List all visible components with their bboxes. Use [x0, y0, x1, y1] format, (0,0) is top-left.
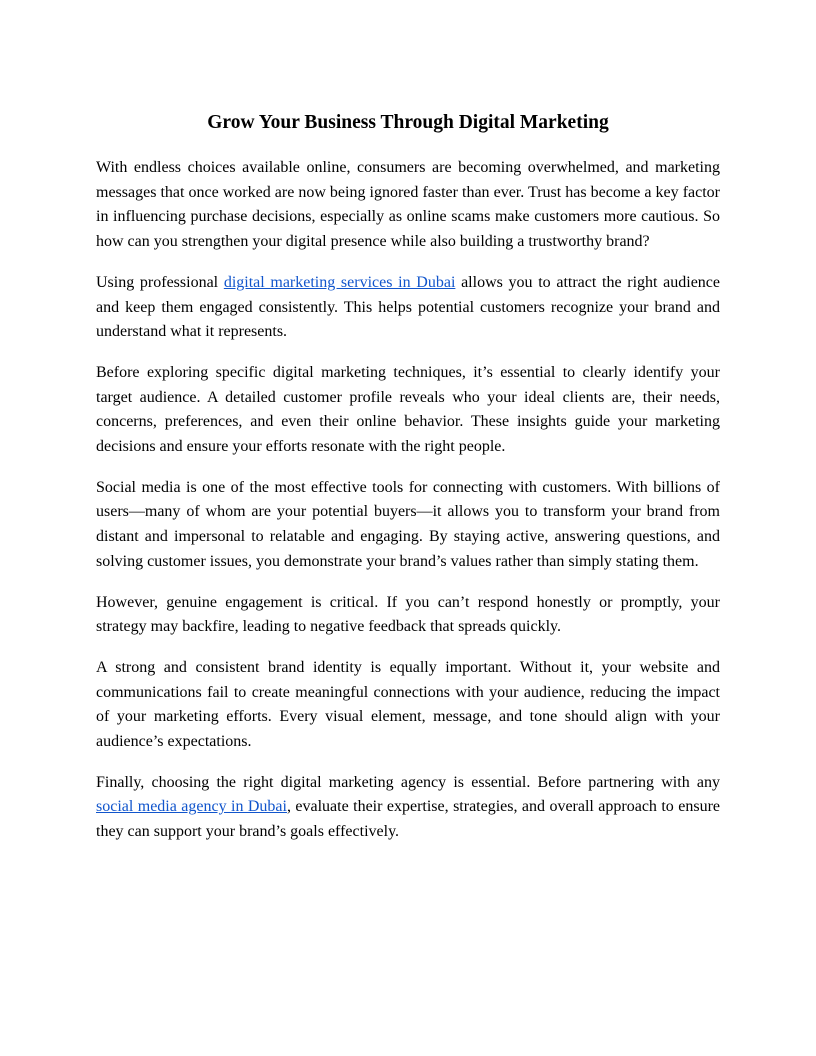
paragraph-engagement: [96, 591, 720, 640]
link-digital-marketing-services-in-dubai[interactable]: digital marketing services in Dubai: [223, 273, 456, 291]
paragraph-text: Before exploring specific digital marketing techniques, it’s essential to clearly identify your target audience. A detailed customer profile reveals who your ideal clients are, their needs, concerns, preferences, and even their online behavior. These insights guide your marketing decisions and ensure your efforts resonate with the right people.: [96, 363, 720, 456]
paragraph-text: A strong and consistent brand identity is equally important. Without it, your website and communications fail to create meaningful connections with your audience, reducing the impact of your marketing efforts. Every visual element, message, and tone should align with your audience’s expectations.: [96, 658, 720, 751]
document-title: Grow Your Business Through Digital Marketing: [207, 112, 609, 133]
link-social-media-agency-in-dubai[interactable]: social media agency in Dubai: [96, 798, 287, 816]
paragraph-target-audience: [96, 361, 720, 460]
paragraph-services: [96, 271, 720, 345]
paragraph-text: With endless choices available online, consumers are becoming overwhelmed, and marketing messages that once worked are now being ignored faster than ever. Trust has become a key factor in influencing purchase decisions, especially as online scams make customers more cautious. So how can you strengthen your digital presence while also building a trustworthy brand?: [96, 159, 720, 251]
paragraph-social-media: [96, 476, 720, 575]
paragraph-text: Finally, choosing the right digital marketing agency is essential. Before partnering with any: [96, 773, 720, 791]
paragraph-text: Social media is one of the most effective tools for connecting with customers. With billions of users—many of whom are your potential buyers—it allows you to transform your brand from distant and impersonal to relatable and engaging. By staying active, answering questions, and solving customer issues, you demonstrate your brand’s values rather than simply stating them.: [96, 478, 720, 570]
paragraph-intro: [96, 156, 720, 255]
paragraph-text: However, genuine engagement is critical. If you can’t respond honestly or promptly, your strategy may backfire, leading to negative feedback that spreads quickly.: [96, 593, 720, 636]
paragraph-text: Using professional: [96, 273, 224, 291]
paragraph-brand-identity: [96, 656, 720, 755]
paragraph-text: allows you to attract the right audience and keep them engaged consistently. This helps potential customers recognize your brand and understand what it represents.: [96, 273, 720, 341]
paragraph-agency-choice: [96, 771, 720, 845]
paragraph-text: , evaluate their expertise, strategies, and overall approach to ensure they can support your brand’s goals effectively.: [96, 798, 720, 841]
